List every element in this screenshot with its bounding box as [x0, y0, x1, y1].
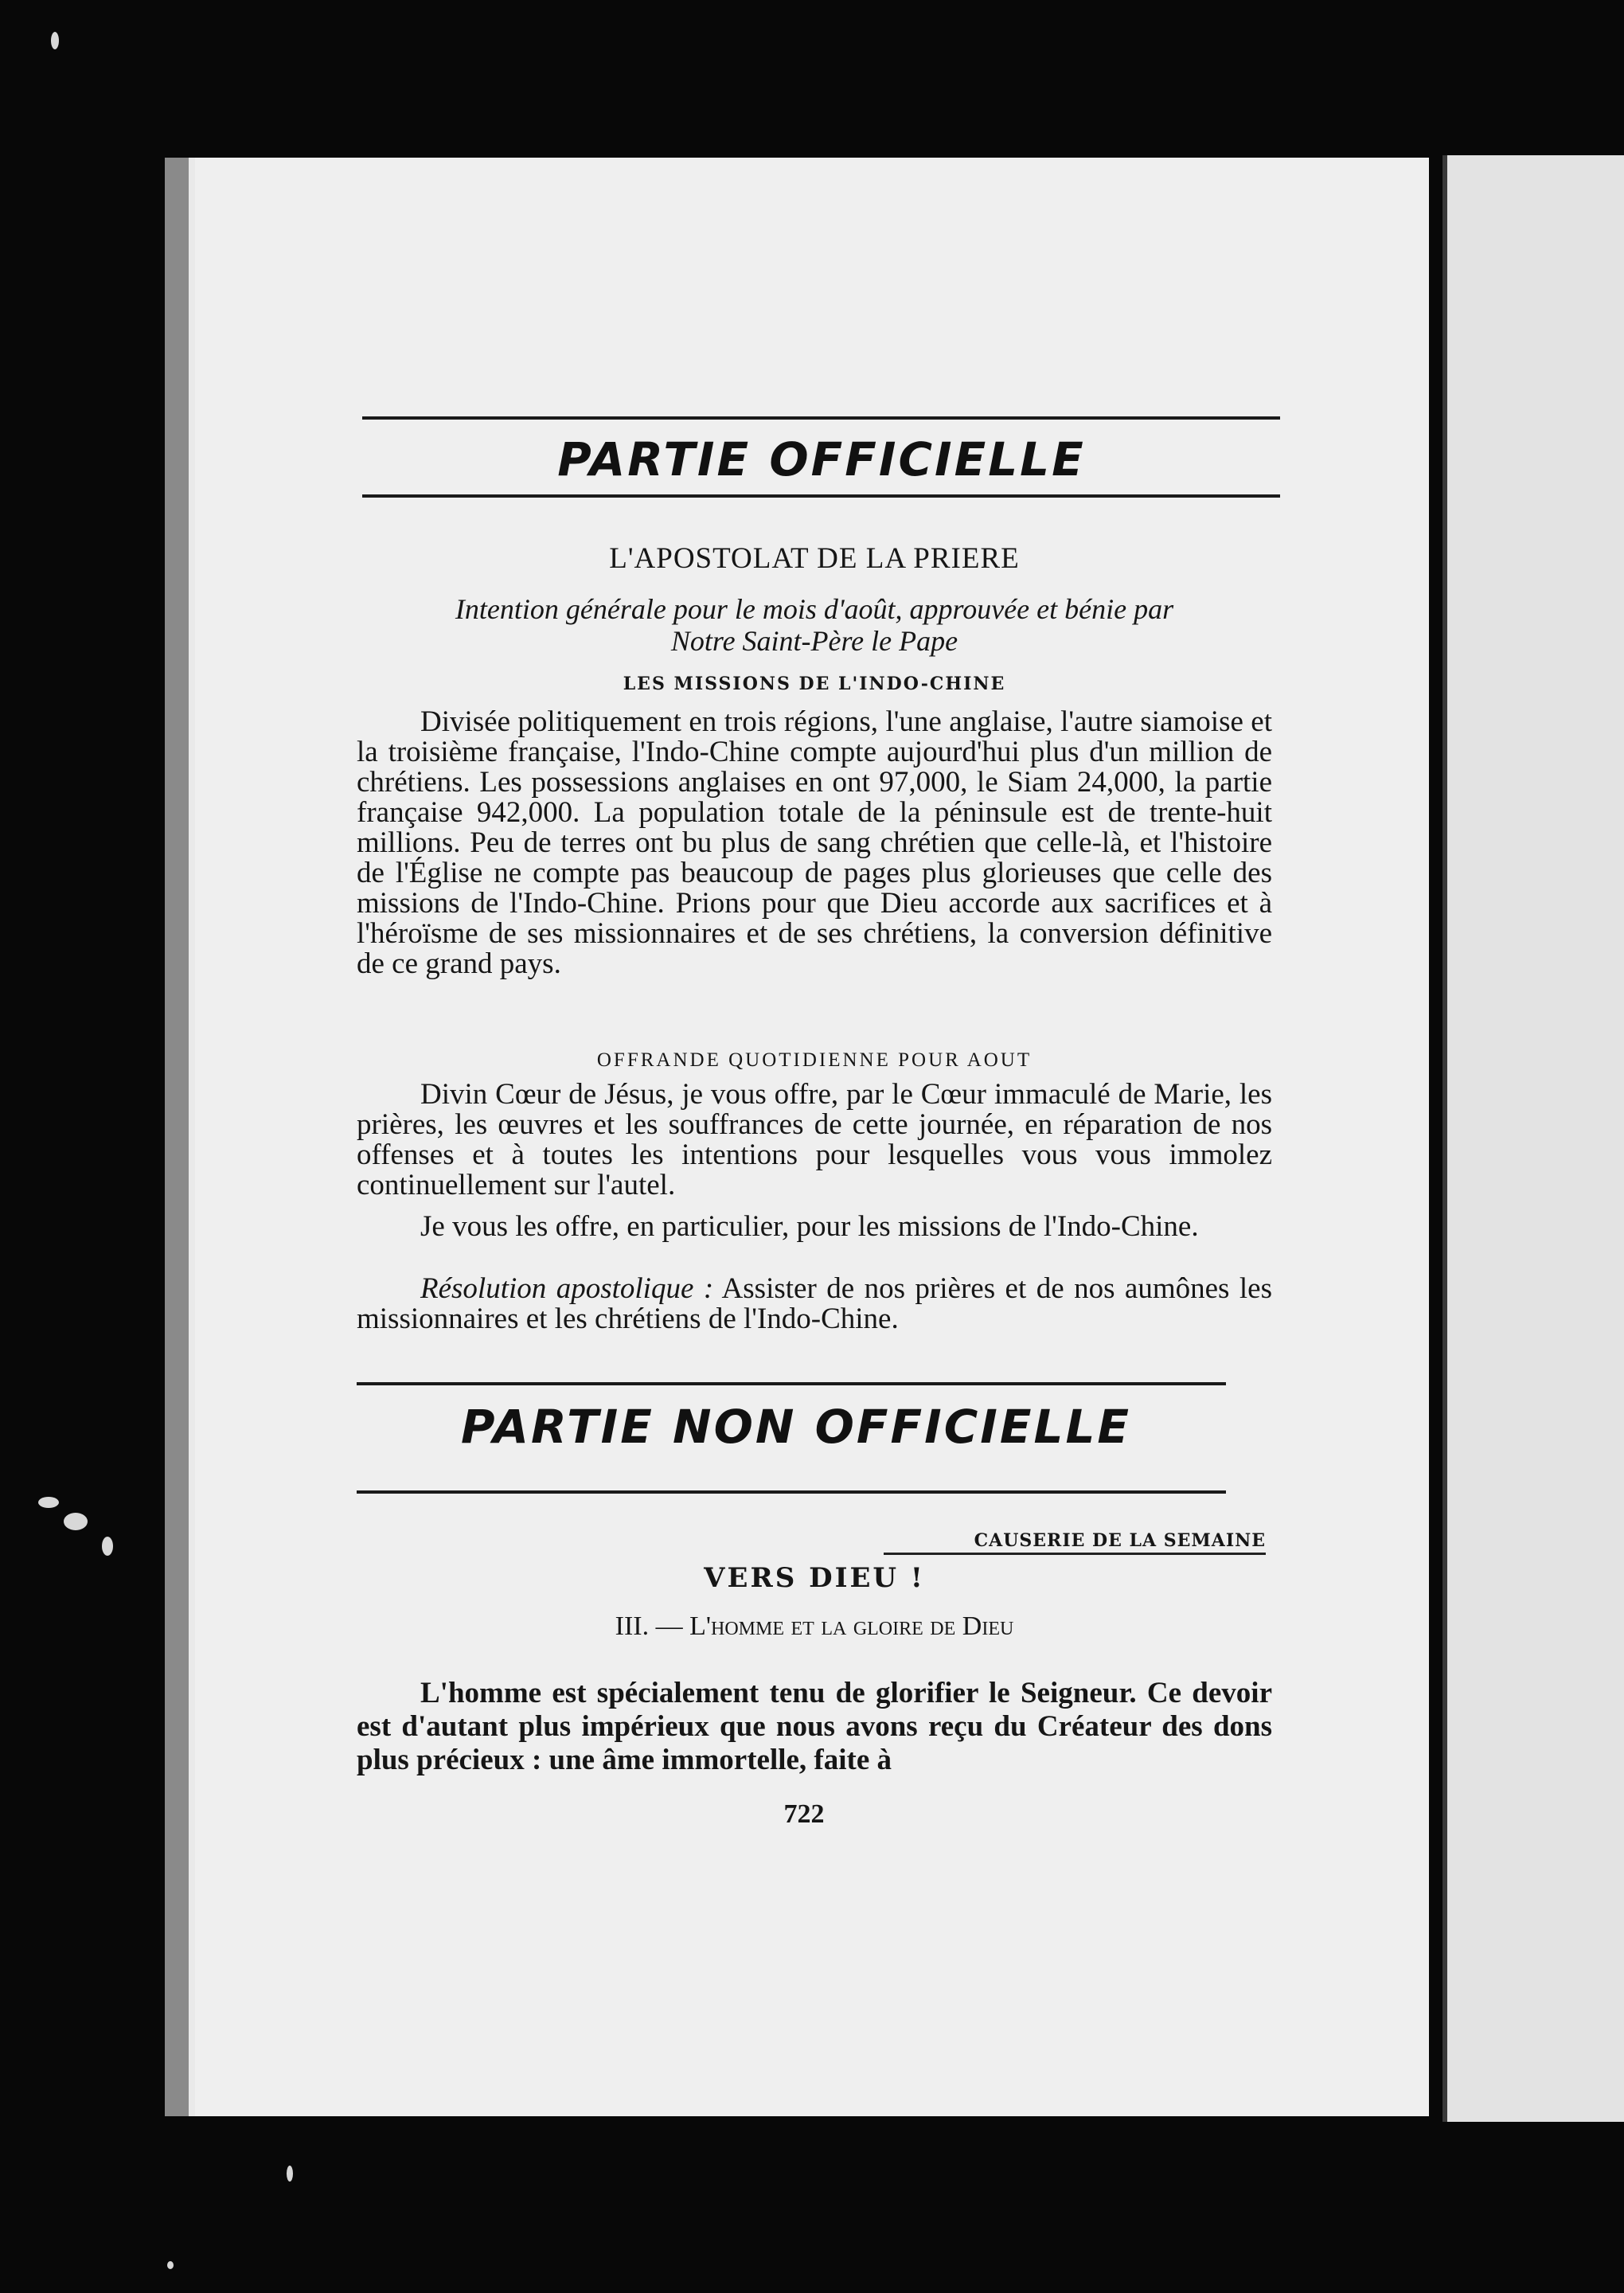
- scan-speck: [64, 1513, 88, 1530]
- section-rule-bottom: [362, 494, 1280, 498]
- intention-line-2: Notre Saint-Père le Pape: [670, 625, 958, 657]
- missions-paragraph: Divisée politiquement en trois régions, l'une anglaise, l'autre siamoise et la troisième française, l'Indo-Chine compte aujourd'hui plus d'un million de chrétiens. Les possessions anglaises en ont 97,000, le Siam 24,000, la partie française 942,000. La population totale de la péninsule est de trente-huit millions. Peu de terres ont bu plus de sang chrétien que celle-là, et l'histoire de l'Église ne compte pas beaucoup de pages plus glorieuses que celle des missions de l'Indo-Chine. Prions pour que Dieu accorde aux sacrifices et à l'héroïsme de ses missionnaires et de ses chrétiens, la conversion définitive de ce grand pays.: [357, 705, 1272, 980]
- offering-heading: OFFRANDE QUOTIDIENNE POUR AOUT: [596, 1049, 1033, 1071]
- scan-speck: [38, 1497, 59, 1508]
- non-official-section-title: PARTIE NON OFFICIELLE: [460, 1400, 1132, 1454]
- chapter-heading: III. — L'homme et la gloire de Dieu: [615, 1611, 1014, 1641]
- section-rule-bottom: [357, 1490, 1226, 1494]
- scan-speck: [287, 2166, 293, 2182]
- resolution-label: Résolution apostolique :: [420, 1272, 714, 1305]
- causerie-paragraph: L'homme est spécialement tenu de glorifier le Seigneur. Ce devoir est d'autant plus impérieux que nous avons reçu du Créateur des dons plus précieux : une âme immortelle, faite à: [357, 1677, 1272, 1776]
- offering-paragraph: Divin Cœur de Jésus, je vous offre, par le Cœur immaculé de Marie, les prières, les œuvres et les souffrances de cette journée, en réparation de nos offenses et à toutes les intentions pour lesquelles vous vous immolez continuellement sur l'autel.: [357, 1078, 1272, 1201]
- scan-speck: [102, 1537, 113, 1556]
- bleed-through-text: [374, 344, 963, 358]
- offering-particular-paragraph: Je vous les offre, en particulier, pour les missions de l'Indo-Chine.: [420, 1210, 1199, 1243]
- missions-subheading: LES MISSIONS DE L'INDO-CHINE: [623, 674, 1006, 694]
- official-heading: L'APOSTOLAT DE LA PRIERE: [609, 542, 1020, 575]
- resolution-paragraph: [357, 1274, 1272, 1334]
- scan-speck: [51, 32, 59, 49]
- page-number: 722: [783, 1799, 825, 1829]
- official-section-title: PARTIE OFFICIELLE: [557, 432, 1086, 486]
- section-rule-top: [357, 1382, 1226, 1385]
- resolution-text: Assister de nos prières et de nos aumônes les missionnaires et les chrétiens de l'Indo-Chine.: [357, 1272, 1272, 1335]
- intention-line-1: Intention générale pour le mois d'août, approuvée et bénie par: [455, 593, 1174, 625]
- column-label: CAUSERIE DE LA SEMAINE: [884, 1530, 1266, 1555]
- section-rule-top: [362, 416, 1280, 420]
- adjacent-page: [1442, 155, 1624, 2122]
- causerie-heading: VERS DIEU !: [704, 1562, 925, 1594]
- scan-speck: [167, 2261, 174, 2269]
